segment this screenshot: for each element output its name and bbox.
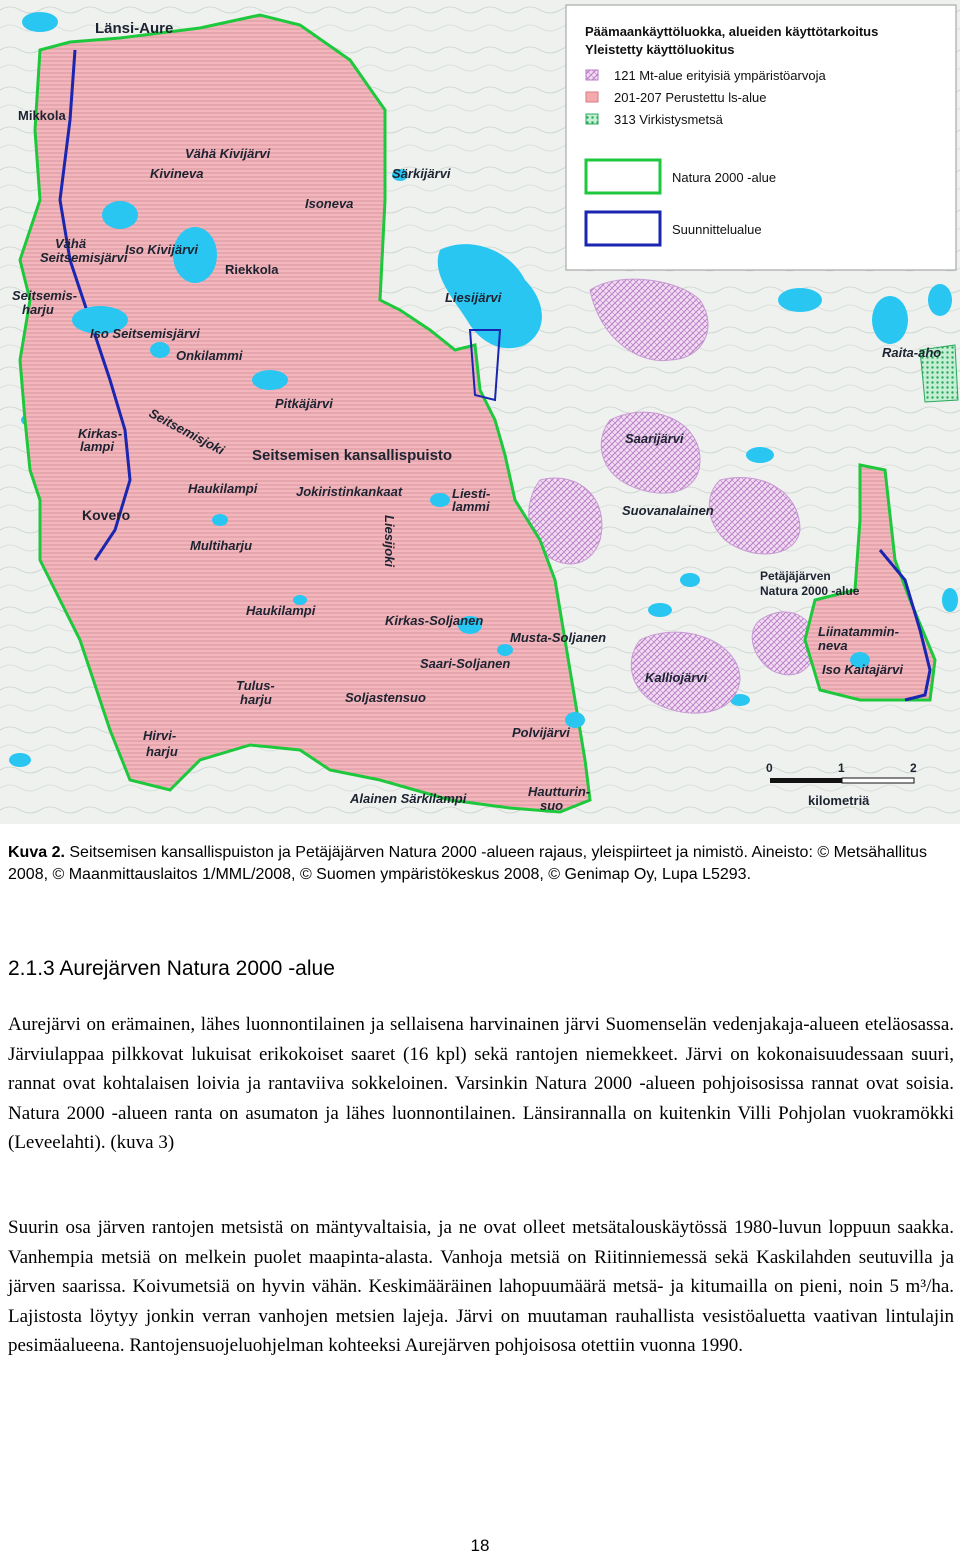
place-iso-seitsemisjarvi: Iso Seitsemisjärvi	[90, 326, 200, 341]
place-musta-soljanen: Musta-Soljanen	[510, 630, 607, 645]
place-riekkola: Riekkola	[225, 262, 279, 277]
place-seitsemisjoki: Seitsemisjoki	[146, 405, 228, 458]
caption-label: Kuva 2.	[8, 844, 65, 861]
place-hirviharju-line2: harju	[146, 744, 178, 759]
place-onkilammi: Onkilammi	[176, 348, 243, 363]
legend-swatch-ls-alue	[586, 92, 598, 102]
place-liesijarvi: Liesijärvi	[445, 290, 502, 305]
section-heading: 2.1.3 Aurejärven Natura 2000 -alue	[8, 957, 335, 980]
legend-swatch-virkistysmetsa	[586, 114, 598, 124]
map-legend	[566, 5, 956, 270]
place-kirkas-soljanen: Kirkas-Soljanen	[385, 613, 484, 628]
place-vaha-seitsemisjarvi-line2: Seitsemisjärvi	[40, 250, 128, 265]
place-isoneva: Isoneva	[305, 196, 354, 211]
place-iso-kaitajarvi: Iso Kaitajärvi	[822, 662, 903, 677]
place-liestilammi-line2: lammi	[452, 499, 490, 514]
place-hautturinsuo-line1: Hautturin-	[528, 784, 591, 799]
legend-title: Päämaankäyttöluokka, alueiden käyttötarkoitus	[585, 24, 879, 39]
legend-label-suunnittelualue: Suunnittelualue	[672, 222, 762, 237]
place-petajarvi-natura-line2: Natura 2000 -alue	[760, 584, 860, 598]
place-jokiristinkankaat: Jokiristinkankaat	[296, 484, 403, 499]
paragraph-1: Aurejärvi on erämainen, lähes luonnontilainen ja sellaisena harvinainen järvi Suomenselän vedenjakaja-alueen eteläosassa. Järviulappaa pilkkovat lukuisat erikokoiset saaret (16 kpl) sekä rantojen niemekkeet. Järvi on kokonaisuudessaan suuri, rannat ovat kohtalaisen loivia ja rantaviiva sokkeloinen. Varsinkin Natura 2000 -alueen pohjoisosissa rannat ovat soisia. Natura 2000 -alueen ranta on asumaton ja lähes luonnontilainen. Länsirannalla on kuitenkin Villi Pohjolan vuokramökki (Leveelahti). (kuva 3)	[8, 1014, 954, 1153]
place-alainen-sarkilampi: Alainen Särkilampi	[350, 791, 467, 806]
place-kirkaslampi-line1: Kirkas-	[78, 426, 123, 441]
place-liinatamminneva-line1: Liinatammin-	[818, 624, 899, 639]
legend-label-mt-alue: 121 Mt-alue erityisiä ympäristöarvoja	[614, 68, 826, 83]
place-vaha-seitsemisjarvi-line1: Vähä	[55, 236, 87, 251]
place-seitsemisharju-line2: harju	[22, 302, 54, 317]
place-seitsemisen-kansallispuisto: Seitsemisen kansallispuisto	[252, 447, 453, 464]
place-tulusharju-line1: Tulus-	[236, 678, 275, 693]
place-sarkijarvi: Särkijärvi	[392, 166, 451, 181]
place-petajarvi-natura-line1: Petäjäjärven	[760, 569, 831, 583]
place-kirkaslampi-line2: lampi	[80, 439, 114, 454]
place-saarijarvi: Saarijärvi	[625, 431, 684, 446]
scale-unit: kilometriä	[808, 793, 870, 808]
place-kalliojarvi: Kalliojärvi	[645, 670, 708, 685]
place-liesijoki: Liesijoki	[382, 515, 397, 568]
place-liestilammi-line1: Liesti-	[452, 486, 491, 501]
paragraph-2: Suurin osa järven rantojen metsistä on mäntyvaltaisia, ja ne ovat olleet metsätalouskäytössä 1980-luvun loppuun saakka. Vanhempia metsiä on melkein puolet maapinta-alasta. Vanhoja metsiä on Riitinniemessä sekä Kaskilahden seutuvilla ja järven saarissa. Koivumetsiä on hyvin vähän. Keskimääräinen lahopuumäärä metsä- ja kitumailla on pieni, noin 5 m³/ha. Lajistosta löytyy jonkin verran vanhojen metsien lajeja. Järvi on muutaman rauhallista vesistöaluetta vaativan lintulajin pesimäalueena. Rantojensuojeluohjelman kohteeksi Aurejärven pohjoisosa otettiin vuonna 1990.	[8, 1217, 954, 1356]
place-tulusharju-line2: harju	[240, 692, 272, 707]
page-number: 18	[470, 1536, 490, 1555]
place-lansi-aure: Länsi-Aure	[95, 20, 174, 37]
place-pitkajarvi: Pitkäjärvi	[275, 396, 333, 411]
place-vaha-kivijarvi: Vähä Kivijärvi	[185, 146, 271, 161]
place-seitsemisharju-line1: Seitsemis-	[12, 288, 78, 303]
place-multiharju: Multiharju	[190, 538, 253, 553]
scale-tick-2: 2	[910, 761, 917, 775]
scale-tick-0: 0	[766, 761, 773, 775]
place-soljastensuo: Soljastensuo	[345, 690, 426, 705]
place-polvijarvi: Polvijärvi	[512, 725, 570, 740]
place-kivineva: Kivineva	[150, 166, 204, 181]
legend-label-virkistysmetsa: 313 Virkistysmetsä	[614, 112, 723, 127]
place-liinatamminneva-line2: neva	[818, 638, 848, 653]
legend-label-natura: Natura 2000 -alue	[672, 170, 777, 185]
place-suovanalainen: Suovanalainen	[622, 503, 714, 518]
place-haukilampi-north: Haukilampi	[188, 481, 258, 496]
place-hautturinsuo-line2: suo	[540, 798, 564, 813]
place-kovero: Kovero	[82, 507, 131, 523]
caption-text: Seitsemisen kansallispuiston ja Petäjäjärven Natura 2000 -alueen rajaus, yleispiirteet ja nimistö. Aineisto: © Metsähallitus 2008, © Maanmittauslaitos 1/MML/2008, © Suomen ympäristökeskus 2008, © Genimap Oy, Lupa L5293.	[8, 844, 927, 883]
figure-caption	[8, 842, 948, 886]
legend-subtitle: Yleistetty käyttöluokitus	[585, 42, 735, 57]
place-haukilampi-south: Haukilampi	[246, 603, 316, 618]
place-raita-aho: Raitа-aho	[882, 345, 942, 360]
legend-swatch-mt-alue	[586, 70, 598, 80]
place-hirviharju-line1: Hirvi-	[143, 728, 177, 743]
place-iso-kivijarvi: Iso Kivijärvi	[125, 242, 198, 257]
legend-label-ls-alue: 201-207 Perustettu ls-alue	[614, 90, 767, 105]
scale-tick-1: 1	[838, 761, 845, 775]
place-saari-soljanen: Saari-Soljanen	[420, 656, 511, 671]
place-mikkola: Mikkola	[18, 108, 66, 123]
